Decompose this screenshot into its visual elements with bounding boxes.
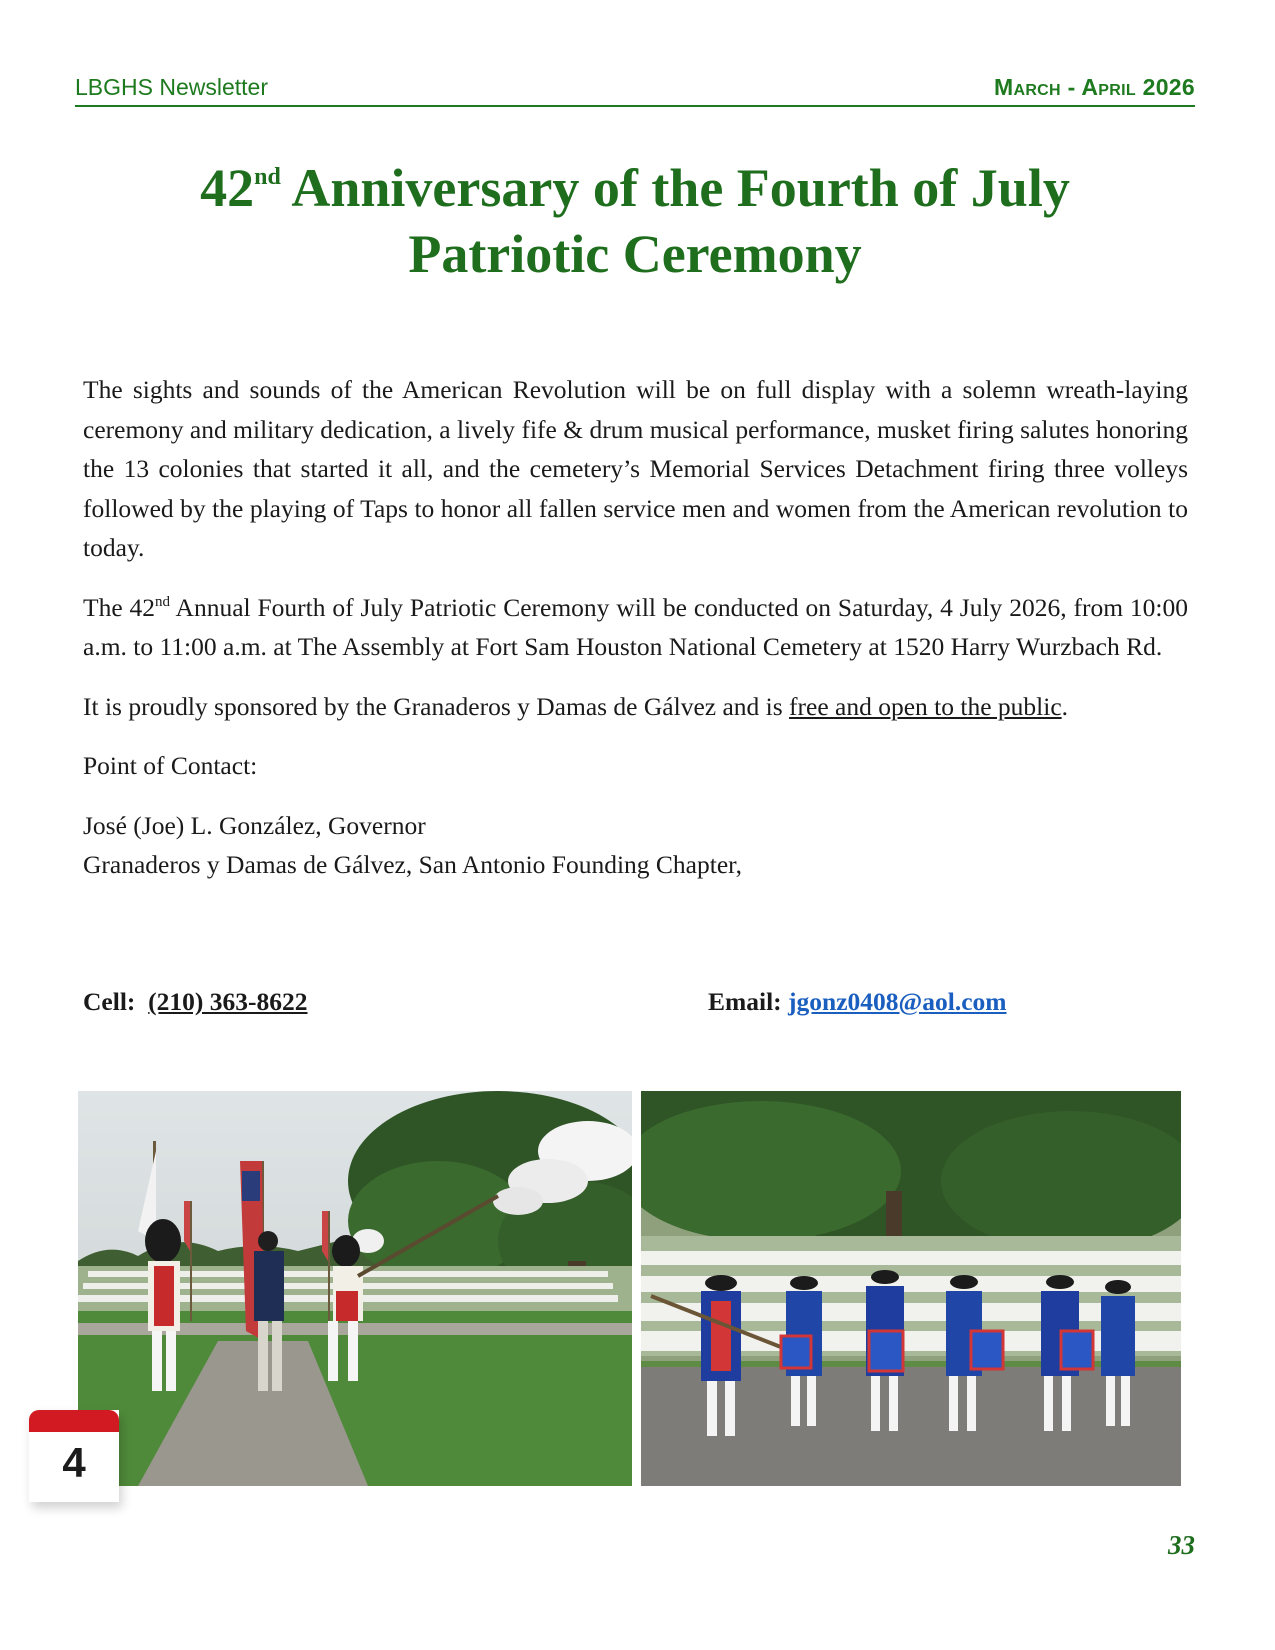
issue-date: March - April 2026 [994,74,1195,100]
paragraph-details [83,588,1188,667]
photo-fife-drum-corps [641,1091,1181,1486]
article-body [83,370,1188,903]
p2-start: The 42 [83,592,156,622]
p3-end: . [1061,691,1069,721]
title-ordinal: nd [254,164,281,190]
free-public-text: free and open to the public [789,691,1062,721]
email-group [708,987,1007,1017]
article-title [75,155,1195,287]
p2-rest: Annual Fourth of July Patriotic Ceremony will be conducted on Saturday, 4 July 2026, from 10:00 a.m. to 11:00 a.m. at The Assembly at Fort Sam Houston National Cemetery at 1520 Harry Wurzbach Rd. [83,592,1188,661]
paragraph-sponsor [83,687,1188,727]
photo-musket-salute [78,1091,632,1486]
title-line1: Anniversary of the Fourth of July [280,158,1070,218]
p2-ordinal: nd [155,593,171,610]
email-link[interactable]: jgonz0408@aol.com [788,987,1007,1016]
p3-start: It is proudly sponsored by the Granaderos y Damas de Gálvez and is [83,691,790,721]
cell-label: Cell: [83,987,136,1016]
contact-name: José (Joe) L. González, Governor [83,810,426,840]
email-label: Email: [708,987,782,1016]
cell-number-link[interactable]: (210) 363-8622 [148,987,308,1016]
header-rule [75,105,1195,107]
calendar-number: 4 [62,1439,86,1486]
title-line2: Patriotic Ceremony [408,224,862,284]
cell-group [83,987,308,1017]
newsletter-name: LBGHS Newsletter [75,74,269,100]
page-number: 33 [1168,1530,1195,1560]
calendar-badge [29,1410,119,1502]
title-number: 42 [200,158,255,218]
contact-org: Granaderos y Damas de Gálvez, San Antonio Founding Chapter, [83,850,743,879]
paragraph-intro: The sights and sounds of the American Revolution will be on full display with a solemn wreath-laying ceremony and military dedication, a lively fife & drum musical performance, musket firing salutes honoring the 13 colonies that started it all, and the cemetery’s Memorial Services Detachment firing three volleys followed by the playing of Taps to honor all fallen service men and women from the American revolution to today. [83,375,1188,562]
contact-details [83,806,1188,885]
calendar-header [29,1410,119,1432]
contact-heading: Point of Contact: [83,751,258,780]
